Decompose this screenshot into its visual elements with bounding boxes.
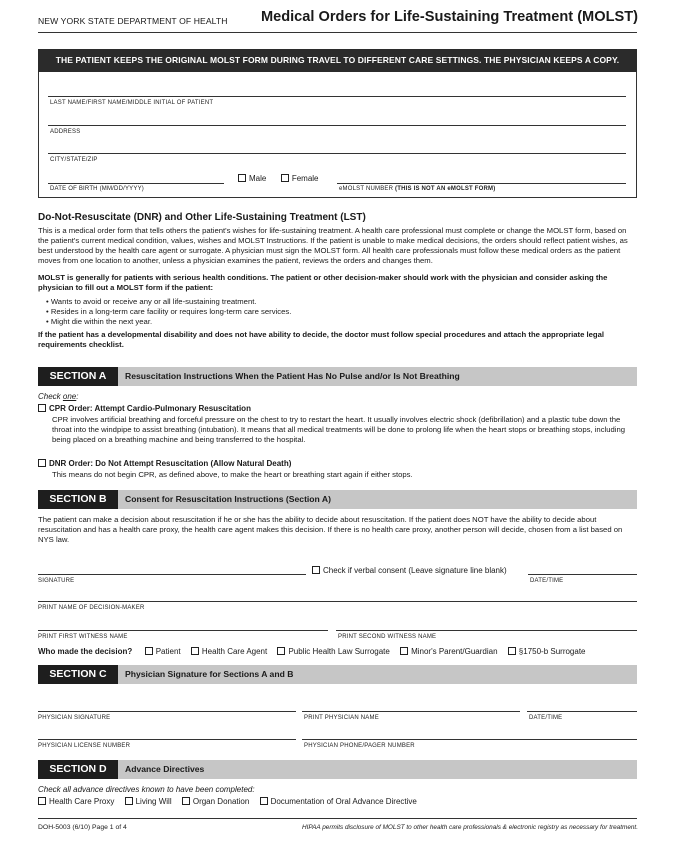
dnr-checkbox[interactable]	[38, 459, 46, 467]
physician-phone-label: PHYSICIAN PHONE/PAGER NUMBER	[304, 743, 415, 749]
section-a-title: Resuscitation Instructions When the Patient Has No Pulse and/or Is Not Breathing	[125, 371, 460, 381]
female-checkbox[interactable]	[281, 174, 289, 182]
sex-options	[238, 174, 319, 183]
check-one-instruction: Check one:	[38, 392, 79, 401]
section-a-header	[38, 367, 637, 386]
patient-name-label: LAST NAME/FIRST NAME/MIDDLE INITIAL OF PATIENT	[50, 100, 214, 106]
physician-phone-field[interactable]	[302, 739, 637, 740]
print-physician-name-field[interactable]	[302, 711, 520, 712]
section-c-header	[38, 665, 637, 684]
female-label: Female	[291, 174, 319, 183]
cpr-title: CPR Order: Attempt Cardio-Pulmonary Resuscitation	[49, 404, 251, 413]
male-label: Male	[249, 174, 267, 183]
public-health-law-surrogate-checkbox[interactable]	[277, 647, 285, 655]
section-b-header	[38, 490, 637, 509]
section-b-title: Consent for Resuscitation Instructions (Section A)	[125, 494, 331, 504]
print-physician-name-label: PRINT PHYSICIAN NAME	[304, 715, 379, 721]
minors-parent-guardian-checkbox[interactable]	[400, 647, 408, 655]
emolst-number-field[interactable]	[337, 183, 626, 184]
health-care-agent-checkbox[interactable]	[191, 647, 199, 655]
physician-license-label: PHYSICIAN LICENSE NUMBER	[38, 743, 131, 749]
bullet-1: • Wants to avoid or receive any or all life-sustaining treatment.	[46, 297, 257, 306]
form-id: DOH-5003 (6/10) Page 1 of 4	[38, 824, 127, 831]
oral-advance-directive-checkbox[interactable]	[260, 797, 268, 805]
bullet-2: • Resides in a long-term care facility or requires long-term care services.	[46, 307, 292, 316]
patient-name-field[interactable]	[48, 96, 626, 97]
verbal-consent-option	[312, 566, 507, 575]
dnr-title: DNR Order: Do Not Attempt Resuscitation (Allow Natural Death)	[49, 459, 292, 468]
physician-signature-label: PHYSICIAN SIGNATURE	[38, 715, 111, 721]
section-b-tag: SECTION B	[38, 490, 118, 509]
signature-date-label: DATE/TIME	[530, 578, 564, 584]
1750b-surrogate-checkbox[interactable]	[508, 647, 516, 655]
signature-date-field[interactable]	[528, 574, 637, 575]
physician-signature-field[interactable]	[38, 711, 296, 712]
emolst-note: (THIS IS NOT AN eMOLST FORM)	[395, 186, 496, 192]
cpr-description: CPR involves artificial breathing and forceful pressure on the chest to try to restart the heart. It usually involves electric shock (defibrillation) and a plastic tube down the throat into the windpipe to assist breathing (intubation). It means that all medical treatments will be done to prolong life when the heart stops or breathing stops, including being placed on a breathing machine and being transferred to the hospital.	[52, 415, 626, 444]
first-witness-field[interactable]	[38, 630, 328, 631]
header-rule	[38, 32, 637, 33]
disability-statement: If the patient has a developmental disability and does not have ability to decide, the doctor must follow special procedures and attach the appropriate legal requirements checklist.	[38, 330, 604, 349]
cpr-option	[38, 404, 251, 413]
verbal-consent-checkbox[interactable]	[312, 566, 320, 574]
address-field[interactable]	[48, 125, 626, 126]
advance-directives-options: Health Care Proxy Living Will Organ Donation Documentation of Oral Advance Directive	[38, 797, 425, 806]
health-care-proxy-checkbox[interactable]	[38, 797, 46, 805]
date-of-birth-label: DATE OF BIRTH (MM/DD/YYYY)	[50, 186, 144, 192]
physician-license-field[interactable]	[38, 739, 296, 740]
keep-original-banner: THE PATIENT KEEPS THE ORIGINAL MOLST FORM DURING TRAVEL TO DIFFERENT CARE SETTINGS. THE PHYSICIAN KEEPS A COPY.	[38, 49, 637, 72]
footer-rule	[38, 818, 637, 819]
male-checkbox[interactable]	[238, 174, 246, 182]
second-witness-field[interactable]	[336, 630, 637, 631]
living-will-checkbox[interactable]	[125, 797, 133, 805]
address-label: ADDRESS	[50, 129, 81, 135]
section-d-header	[38, 760, 637, 779]
dnr-lst-heading: Do-Not-Resuscitate (DNR) and Other Life-Sustaining Treatment (LST)	[38, 212, 366, 223]
intro-paragraph: This is a medical order form that tells others the patient's wishes for life-sustaining treatment. A health care professional must complete or change the MOLST form, based on the patient's current medical condition, values, wishes and MOLST Instructions. If the patient is unable to make medical decisions, the orders should reflect patient wishes, as best understood by the health care agent or surrogate. A physician must sign the MOLST form. All health care professionals must follow these medical orders as the patient moves from one location to another, unless a physician examines the patient, reviews the orders and changes them.	[38, 226, 628, 265]
section-a-tag: SECTION A	[38, 367, 118, 386]
dnr-option	[38, 459, 291, 468]
who-made-decision-label: Who made the decision?	[38, 647, 133, 656]
section-d-title: Advance Directives	[125, 764, 205, 774]
first-witness-label: PRINT FIRST WITNESS NAME	[38, 634, 128, 640]
signature-field[interactable]	[38, 574, 306, 575]
organ-donation-checkbox[interactable]	[182, 797, 190, 805]
generally-statement: MOLST is generally for patients with serious health conditions. The patient or other decision-maker should work with the physician and consider asking the physician to fill out a MOLST form if the patient:	[38, 273, 608, 292]
verbal-consent-label: Check if verbal consent (Leave signature line blank)	[323, 566, 507, 575]
physician-date-label: DATE/TIME	[529, 715, 563, 721]
cpr-checkbox[interactable]	[38, 404, 46, 412]
emolst-label-text: eMOLST NUMBER	[339, 186, 394, 192]
section-c-tag: SECTION C	[38, 665, 118, 684]
city-state-zip-label: CITY/STATE/ZIP	[50, 157, 98, 163]
decision-maker-label: PRINT NAME OF DECISION-MAKER	[38, 605, 145, 611]
department-name: NEW YORK STATE DEPARTMENT OF HEALTH	[38, 16, 228, 26]
second-witness-label: PRINT SECOND WITNESS NAME	[338, 634, 437, 640]
city-state-zip-field[interactable]	[48, 153, 626, 154]
dnr-description: This means do not begin CPR, as defined above, to make the heart or breathing start again if either stops.	[52, 470, 413, 479]
date-of-birth-field[interactable]	[48, 183, 224, 184]
form-title: Medical Orders for Life-Sustaining Treatment (MOLST)	[260, 9, 638, 25]
patient-checkbox[interactable]	[145, 647, 153, 655]
who-made-decision-row: Who made the decision? Patient Health Care Agent Public Health Law Surrogate Minor's Parent/Guardian §1750-b Surrogate	[38, 647, 586, 656]
physician-date-field[interactable]	[527, 711, 637, 712]
signature-label: SIGNATURE	[38, 578, 75, 584]
section-c-title: Physician Signature for Sections A and B	[125, 669, 294, 679]
section-d-tag: SECTION D	[38, 760, 118, 779]
bullet-3: • Might die within the next year.	[46, 317, 153, 326]
advance-directives-instruction: Check all advance directives known to have been completed:	[38, 785, 255, 794]
decision-maker-field[interactable]	[38, 601, 637, 602]
emolst-number-label	[339, 186, 495, 192]
section-b-paragraph: The patient can make a decision about resuscitation if he or she has the ability to decide about resuscitation. If the patient does NOT have the ability to decide about resuscitation and has a health care proxy, the health care agent makes this decision. If there is no health care proxy, another person will decide, chosen from a list based on NYS law.	[38, 515, 623, 544]
hipaa-notice: HIPAA permits disclosure of MOLST to other health care professionals & electronic registry as necessary for treatment.	[301, 824, 638, 831]
